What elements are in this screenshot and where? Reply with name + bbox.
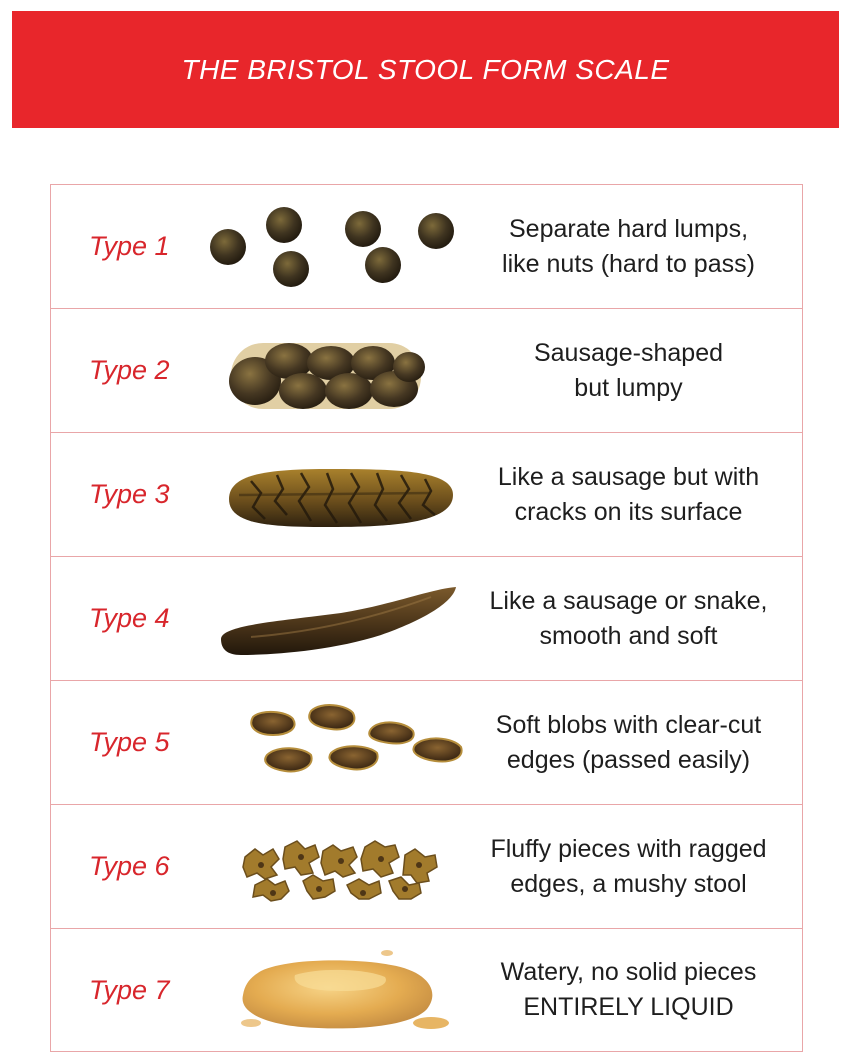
title-banner <box>12 11 839 128</box>
scale-row-type-4 <box>51 557 802 681</box>
type-description: Sausage-shaped but lumpy <box>533 338 724 402</box>
type-label: Type 3 <box>89 479 170 509</box>
type-label: Type 1 <box>89 231 170 261</box>
type-description: Like a sausage but with cracks on its surface <box>497 462 760 526</box>
fluffy-pieces-icon <box>191 807 471 925</box>
type-label: Type 2 <box>89 355 170 385</box>
type-label: Type 5 <box>89 727 170 757</box>
type-description: Watery, no solid pieces ENTIRELY LIQUID <box>500 958 757 1021</box>
separate-hard-lumps-icon <box>191 187 471 305</box>
type-description: Like a sausage or snake, smooth and soft <box>489 586 768 650</box>
scale-row-type-6 <box>51 805 802 929</box>
type-label: Type 4 <box>89 603 170 633</box>
scale-row-type-5 <box>51 681 802 805</box>
cracked-sausage-icon <box>191 435 471 553</box>
scale-table <box>50 184 803 1052</box>
type-description: Fluffy pieces with ragged edges, a mushy stool <box>490 834 767 898</box>
lumpy-sausage-icon <box>191 311 471 429</box>
scale-row-type-2 <box>51 309 802 433</box>
type-description: Separate hard lumps, like nuts (hard to pass) <box>502 214 755 278</box>
page-title: THE BRISTOL STOOL FORM SCALE <box>181 53 670 85</box>
watery-liquid-icon <box>191 931 471 1049</box>
soft-blobs-icon <box>191 683 471 801</box>
smooth-snake-icon <box>191 559 471 677</box>
scale-row-type-7 <box>51 929 802 1051</box>
type-description: Soft blobs with clear-cut edges (passed easily) <box>495 710 762 774</box>
scale-row-type-1 <box>51 185 802 309</box>
type-label: Type 7 <box>89 974 170 1005</box>
scale-row-type-3 <box>51 433 802 557</box>
type-label: Type 6 <box>89 851 170 881</box>
